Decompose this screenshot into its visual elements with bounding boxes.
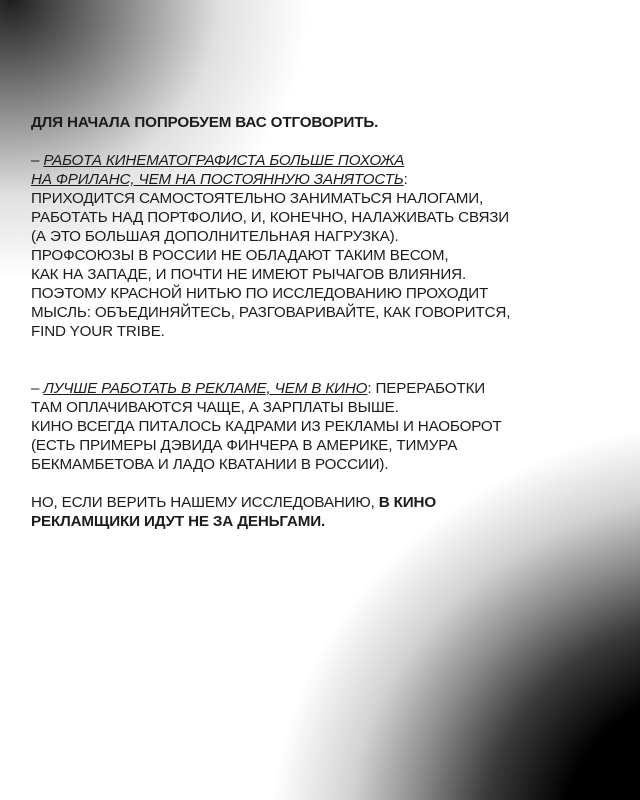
text-line: КИНО ВСЕГДА ПИТАЛОСЬ КАДРАМИ ИЗ РЕКЛАМЫ И НАОБОРОТ	[31, 418, 502, 435]
emphasis-text: ЛУЧШЕ РАБОТАТЬ В РЕКЛАМЕ, ЧЕМ В КИНО	[43, 380, 368, 397]
paragraph-conclusion	[31, 493, 621, 531]
emphasis-line	[31, 170, 621, 189]
text-line: FIND YOUR TRIBE.	[31, 323, 165, 340]
text-rest: : ПЕРЕРАБОТКИ	[367, 380, 486, 397]
text-line: (ЕСТЬ ПРИМЕРЫ ДЭВИДА ФИНЧЕРА В АМЕРИКЕ, ТИМУРА	[31, 437, 458, 454]
spacer	[31, 341, 621, 360]
text-line: КАК НА ЗАПАДЕ, И ПОЧТИ НЕ ИМЕЮТ РЫЧАГОВ ВЛИЯНИЯ.	[31, 266, 467, 283]
spacer	[31, 132, 621, 151]
text-line: ПРИХОДИТСЯ САМОСТОЯТЕЛЬНО ЗАНИМАТЬСЯ НАЛОГАМИ,	[31, 190, 484, 207]
emphasis-text: РАБОТА КИНЕМАТОГРАФИСТА БОЛЬШЕ ПОХОЖА	[43, 152, 405, 169]
dash: –	[31, 152, 44, 169]
conclusion-bold-line: РЕКЛАМЩИКИ ИДУТ НЕ ЗА ДЕНЬГАМИ.	[31, 513, 326, 530]
text-line: БЕКМАМБЕТОВА И ЛАДО КВАТАНИИ В РОССИИ).	[31, 456, 389, 473]
spacer	[31, 360, 621, 379]
text-line: ПРОФСОЮЗЫ В РОССИИ НЕ ОБЛАДАЮТ ТАКИМ ВЕСОМ,	[31, 247, 449, 264]
colon: :	[403, 171, 408, 188]
text-line: (А ЭТО БОЛЬШАЯ ДОПОЛНИТЕЛЬНАЯ НАГРУЗКА).	[31, 228, 399, 245]
spacer	[31, 474, 621, 493]
heading: ДЛЯ НАЧАЛА ПОПРОБУЕМ ВАС ОТГОВОРИТЬ.	[31, 114, 379, 131]
conclusion-line	[31, 493, 621, 512]
text-line: РАБОТАТЬ НАД ПОРТФОЛИО, И, КОНЕЧНО, НАЛАЖИВАТЬ СВЯЗИ	[31, 209, 510, 226]
emphasis-line	[31, 379, 621, 398]
emphasis-line	[31, 151, 621, 170]
emphasis-text: НА ФРИЛАНС, ЧЕМ НА ПОСТОЯННУЮ ЗАНЯТОСТЬ	[31, 171, 404, 188]
conclusion-text: НО, ЕСЛИ ВЕРИТЬ НАШЕМУ ИССЛЕДОВАНИЮ,	[31, 494, 379, 511]
text-line: ПОЭТОМУ КРАСНОЙ НИТЬЮ ПО ИССЛЕДОВАНИЮ ПРОХОДИТ	[31, 285, 489, 302]
article-text	[31, 113, 621, 531]
paragraph-advertising	[31, 379, 621, 474]
text-line: ТАМ ОПЛАЧИВАЮТСЯ ЧАЩЕ, А ЗАРПЛАТЫ ВЫШЕ.	[31, 399, 399, 416]
dash: –	[31, 380, 44, 397]
conclusion-bold: В КИНО	[378, 494, 437, 511]
text-line: МЫСЛЬ: ОБЪЕДИНЯЙТЕСЬ, РАЗГОВАРИВАЙТЕ, КАК ГОВОРИТСЯ,	[31, 304, 511, 321]
paragraph-freelance	[31, 151, 621, 341]
